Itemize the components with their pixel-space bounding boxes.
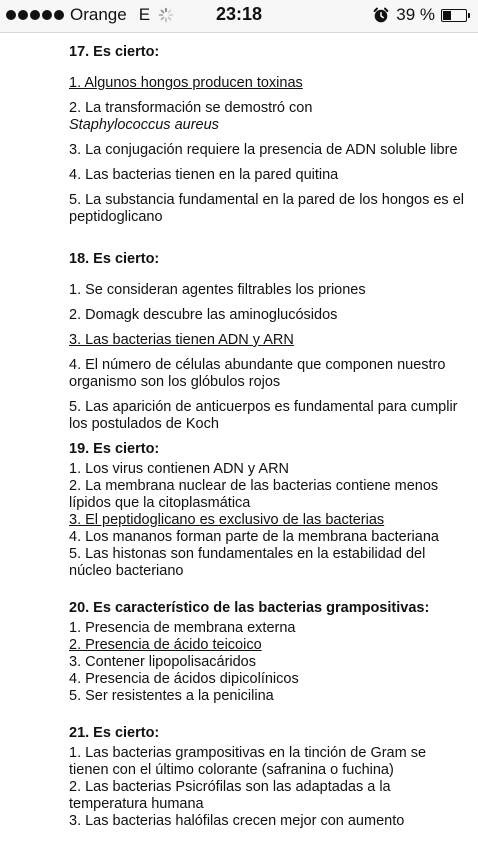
answer-option: 3. Las bacterias halófilas crecen mejor con aumento — [69, 813, 405, 829]
document-content — [69, 44, 469, 830]
alarm-clock-icon — [372, 6, 390, 24]
answer-option: 4. Los mananos forman parte de la membrana bacteriana — [69, 529, 439, 545]
answer-option: 1. Presencia de membrana externa — [69, 620, 296, 636]
answer-option: 3. La conjugación requiere la presencia de ADN soluble libre — [69, 142, 458, 158]
answer-option: 5. Ser resistentes a la penicilina — [69, 688, 274, 704]
question-title: 18. Es cierto: — [69, 251, 160, 267]
network-type: E — [138, 5, 151, 24]
answer-option-correct: 1. Algunos hongos producen toxinas — [69, 75, 303, 91]
clock: 23:18 — [215, 4, 263, 24]
answer-option: 2. La transformación se demostró con Staphylococcus aureus — [69, 100, 313, 133]
answer-option: 1. Las bacterias grampositivas en la tinción de Gram se tienen con el último colorante (safranina o fuchina) — [69, 745, 427, 778]
answer-option: 1. Se consideran agentes filtrables los priones — [69, 282, 366, 298]
answer-option-correct: 3. El peptidoglicano es exclusivo de las bacterias — [69, 512, 385, 528]
question-title: 20. Es característico de las bacterias grampositivas: — [69, 600, 430, 616]
species-name: Staphylococcus aureus — [69, 117, 219, 133]
question-block — [69, 441, 469, 580]
question-block — [69, 600, 469, 705]
answer-option: 2. Las bacterias Psicrófilas son las adaptadas a la temperatura humana — [69, 779, 391, 812]
question-block — [69, 251, 469, 433]
answer-option: 4. Presencia de ácidos dipicolínicos — [69, 671, 299, 687]
answer-option-correct: 2. Presencia de ácido teicoico — [69, 637, 262, 653]
answer-option: 2. La membrana nuclear de las bacterias contiene menos lípidos que la citoplasmática — [69, 478, 439, 511]
answer-option: 2. Domagk descubre las aminoglucósidos — [69, 307, 338, 323]
question-title: 19. Es cierto: — [69, 441, 160, 457]
document-view[interactable] — [0, 33, 478, 848]
status-right — [372, 5, 470, 25]
answer-option: 5. Las histonas son fundamentales en la estabilidad del núcleo bacteriano — [69, 546, 426, 579]
carrier-name: Orange — [70, 5, 127, 24]
answer-option-correct: 3. Las bacterias tienen ADN y ARN — [69, 332, 294, 348]
question-block — [69, 725, 469, 830]
answer-option: 5. Las aparición de anticuerpos es fundamental para cumplir los postulados de Koch — [69, 399, 458, 432]
answer-option: 1. Los virus contienen ADN y ARN — [69, 461, 290, 477]
answer-option: 4. Las bacterias tienen en la pared quitina — [69, 167, 339, 183]
battery-icon — [441, 9, 470, 22]
question-block — [69, 44, 469, 226]
question-title: 17. Es cierto: — [69, 44, 160, 60]
battery-percent: 39 % — [396, 5, 435, 24]
answer-option: 3. Contener lipopolisacáridos — [69, 654, 256, 670]
question-title: 21. Es cierto: — [69, 725, 160, 741]
answer-option: 4. El número de células abundante que componen nuestro organismo son los glóbulos rojos — [69, 357, 446, 390]
answer-option: 5. La substancia fundamental en la pared de los hongos es el peptidoglicano — [69, 192, 464, 225]
status-bar — [0, 0, 478, 33]
